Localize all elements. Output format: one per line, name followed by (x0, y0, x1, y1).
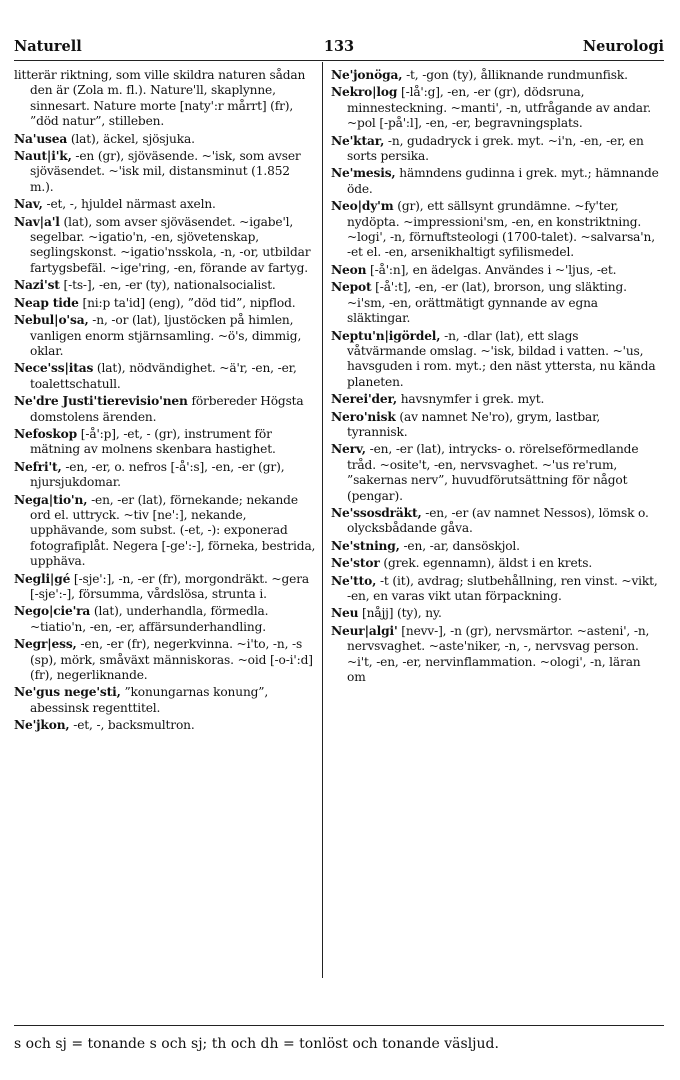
dictionary-entry (331, 85, 661, 131)
entry-definition: (gr), ett sällsynt grundämne. ~fy'ter, nydöpta. ~impressioni'sm, -en, en konstriktning. ~logi', -n, förnuftsteologi (1700-talet). ~salvarsa'n, -et el. -en, arsenikhaltigt syfilismedel. (347, 199, 655, 260)
dictionary-entry (331, 392, 661, 407)
dictionary-entry (331, 574, 661, 605)
entry-headword: Neon (331, 262, 367, 277)
entry-headword: Ne'ssosdräkt, (331, 505, 422, 520)
entry-headword: Ne'mesis, (331, 166, 396, 181)
dictionary-entry (331, 280, 661, 326)
entry-definition: (grek. egennamn), äldst i en krets. (383, 556, 593, 571)
entry-definition: [-å':p], -et, - (gr), instrument för mätning av molnens skenbara hastighet. (30, 426, 276, 457)
entry-headword: Nazi'st (14, 278, 60, 293)
entry-headword: Nece'ss|itas (14, 361, 94, 376)
entry-definition: litterär riktning, som ville skildra naturen sådan den är (Zola m. fl.). Nature'll, skaplynne, sinnesart. Nature morte [naty':r mårrt] (fr), ”död natur”, stilleben. (14, 68, 306, 129)
entry-definition: -n, -dlar (lat), ett slags våtvärmande omslag. ~'isk, bildad i vatten. ~'us, havsguden i rom. myt.; den näst yttersta, nu kända planeten. (347, 328, 656, 389)
dictionary-entry (331, 134, 661, 165)
header-right-guideword: Neurologi (582, 38, 664, 55)
entry-definition: -en (gr), sjöväsende. ~'isk, som avser sjöväsendet. ~'isk mil, distansminut (1.852 m.). (30, 149, 301, 194)
entry-definition: (av namnet Ne'ro), grym, lastbar, tyrannisk. (347, 409, 601, 439)
entry-definition: -t (it), avdrag; slutbehållning, ren vinst. ~vikt, -en, en varas vikt utan förpackning. (347, 573, 658, 603)
entry-headword: Nego|cie'ra (14, 604, 91, 619)
entry-headword: Nefoskop (14, 426, 78, 441)
entry-headword: Neap tide (14, 295, 79, 310)
entry-definition: (lat), som avser sjöväsendet. ~igabe'l, segelbar. ~igatio'n, -en, sjövetenskap, seglingskonst. ~igatio'nsskola, -n, -or, utbildar fartygsbefäl. ~ige'ring, -en, förande av fartyg. (30, 214, 311, 275)
entry-headword: Neptu'n|igördel, (331, 328, 441, 343)
entry-definition: -en, -er (av namnet Nessos), lömsk o. olycksbådande gåva. (347, 505, 649, 536)
dictionary-entry (331, 442, 661, 504)
entry-headword: Nekro|log (331, 85, 398, 100)
entry-definition: -t, -gon (ty), ålliknande rundmunfisk. (406, 68, 628, 82)
entry-headword: Ne'jkon, (14, 718, 70, 733)
page-header (14, 38, 664, 61)
entry-definition: -en, -er (fr), negerkvinna. ~i'to, -n, -s (sp), mörk, småväxt människoras. ~oid [-o-i':d] (fr), negerliknande. (30, 637, 313, 683)
page-number: 133 (323, 38, 355, 55)
entry-headword: Ne'ktar, (331, 133, 385, 148)
dictionary-entry (14, 197, 316, 212)
header-left-guideword: Naturell (14, 38, 82, 55)
dictionary-entry (14, 68, 316, 130)
entry-headword: Nega|tio'n, (14, 492, 88, 507)
right-column (331, 68, 661, 1038)
entry-headword: Nerei'der, (331, 392, 397, 407)
entry-definition: (lat), nödvändighet. ~ä'r, -en, -er, toalettschatull. (30, 361, 297, 391)
entry-headword: Negli|gé (14, 571, 71, 586)
entry-definition: -et, -, hjuldel närmast axeln. (46, 197, 216, 212)
entry-headword: Neo|dy'm (331, 199, 394, 214)
entry-definition: havsnymfer i grek. myt. (400, 392, 545, 407)
dictionary-entry (14, 572, 316, 603)
dictionary-entry (14, 460, 316, 491)
left-column (14, 68, 316, 1038)
entry-headword: Ne'tto, (331, 573, 377, 588)
entry-headword: Nepot (331, 280, 372, 295)
dictionary-entry (331, 410, 661, 441)
column-divider (322, 62, 323, 978)
entry-definition: -n, gudadryck i grek. myt. ~i'n, -en, -er, en sorts persika. (347, 133, 644, 164)
dictionary-entry (331, 556, 661, 571)
dictionary-entry (14, 132, 316, 147)
dictionary-entry (14, 296, 316, 311)
entry-definition: [nevv-], -n (gr), nervsmärtor. ~asteni', -n, nervsvaghet. ~aste'niker, -n, -, nervsvag person. ~i't, -en, -er, nervinflammation. ~ologi', -n, läran om (347, 623, 650, 685)
dictionary-entry (14, 604, 316, 635)
entry-headword: Ne'stning, (331, 538, 400, 553)
entry-definition: hämndens gudinna i grek. myt.; hämnande öde. (347, 166, 659, 196)
entry-headword: Nav, (14, 197, 43, 212)
dictionary-entry (331, 199, 661, 261)
footer-note: s och sj = tonande s och sj; th och dh = tonlöst och tonande väsljud. (14, 1036, 499, 1052)
footer-rule (14, 1025, 664, 1026)
dictionary-entry (14, 313, 316, 359)
entry-headword: Ne'jonöga, (331, 68, 403, 82)
entry-headword: Nebul|o'sa, (14, 313, 89, 328)
entry-headword: Negr|ess, (14, 637, 77, 652)
dictionary-entry (14, 215, 316, 277)
entry-definition: [-lå':g], -en, -er (gr), dödsruna, minnesteckning. ~manti', -n, utfrågande av andar. ~pol [-på':l], -en, -er, begravningsplats. (347, 85, 651, 131)
entry-definition: -en, -er (lat), intrycks- o. rörelseförmedlande tråd. ~osite't, -en, nervsvaghet. ~'us re'rum, ”sakernas nerv”, huvudförutsättning för något (pengar). (347, 442, 639, 503)
dictionary-entry (14, 685, 316, 716)
entry-definition: [-å':t], -en, -er (lat), brorson, ung släkting. ~i'sm, -en, orättmätigt gynnande av egna släktingar. (347, 280, 627, 326)
entry-definition: (lat), underhandla, förmedla. ~tiatio'n, -en, -er, affärsunderhandling. (30, 604, 269, 634)
dictionary-entry (14, 718, 316, 733)
dictionary-entry (331, 606, 661, 621)
entry-headword: Neu (331, 606, 359, 621)
dictionary-entry (14, 493, 316, 570)
entry-headword: Neur|algi' (331, 623, 398, 638)
entry-headword: Nero'nisk (331, 409, 396, 424)
entry-definition: -en, -er, o. nefros [-å':s], -en, -er (gr), njursjukdomar. (30, 459, 285, 490)
entry-headword: Ne'gus nege'sti, (14, 685, 121, 700)
dictionary-entry (14, 394, 316, 425)
dictionary-entry (331, 68, 661, 83)
entry-definition: -n, -or (lat), ljustöcken på himlen, vanligen enorm stjärnsamling. ~ö's, dimmig, oklar. (30, 313, 302, 358)
entry-definition: [nåjj] (ty), ny. (362, 606, 442, 621)
entry-definition: -en, -ar, dansöskjol. (403, 538, 520, 553)
entry-definition: [ni:p ta'id] (eng), ”död tid”, nipflod. (82, 295, 296, 310)
dictionary-entry (14, 361, 316, 392)
entry-headword: Na'usea (14, 131, 68, 146)
entry-headword: Nerv, (331, 442, 366, 457)
entry-headword: Ne'stor (331, 556, 380, 571)
entry-definition: ”konungarnas konung”, abessinsk regenttitel. (30, 685, 269, 715)
dictionary-entry (331, 166, 661, 197)
entry-definition: -et, -, backsmultron. (73, 718, 195, 733)
dictionary-entry (331, 263, 661, 278)
dictionary-entry (331, 539, 661, 554)
entry-definition: [-sje':], -n, -er (fr), morgondräkt. ~gera [-sje':-], försumma, vårdslösa, strunta i. (30, 571, 309, 601)
dictionary-entry (14, 427, 316, 458)
dictionary-entry (331, 329, 661, 391)
entry-definition: (lat), äckel, sjösjuka. (70, 131, 195, 146)
entry-headword: Nefri't, (14, 459, 62, 474)
entry-definition: förbereder Högsta domstolens ärenden. (30, 394, 304, 424)
dictionary-entry (14, 278, 316, 293)
dictionary-entry (14, 149, 316, 195)
dictionary-entry (14, 637, 316, 683)
entry-definition: [-å':n], en ädelgas. Användes i ~'ljus, -et. (370, 262, 617, 277)
entry-definition: [-ts-], -en, -er (ty), nationalsocialist. (63, 278, 276, 293)
dictionary-entry (331, 624, 661, 686)
dictionary-entry (331, 506, 661, 537)
entry-headword: Naut|i'k, (14, 149, 72, 164)
entry-headword: Ne'dre Justi'tierevisio'nen (14, 394, 188, 409)
entry-definition: -en, -er (lat), förnekande; nekande ord el. uttryck. ~tiv [ne':], nekande, upphävande, som subst. (-et, -): exponerad fotografiplåt. Negera [-ge':-], förneka, bestrida, upphäva. (30, 492, 316, 569)
entry-headword: Nav|a'l (14, 214, 60, 229)
